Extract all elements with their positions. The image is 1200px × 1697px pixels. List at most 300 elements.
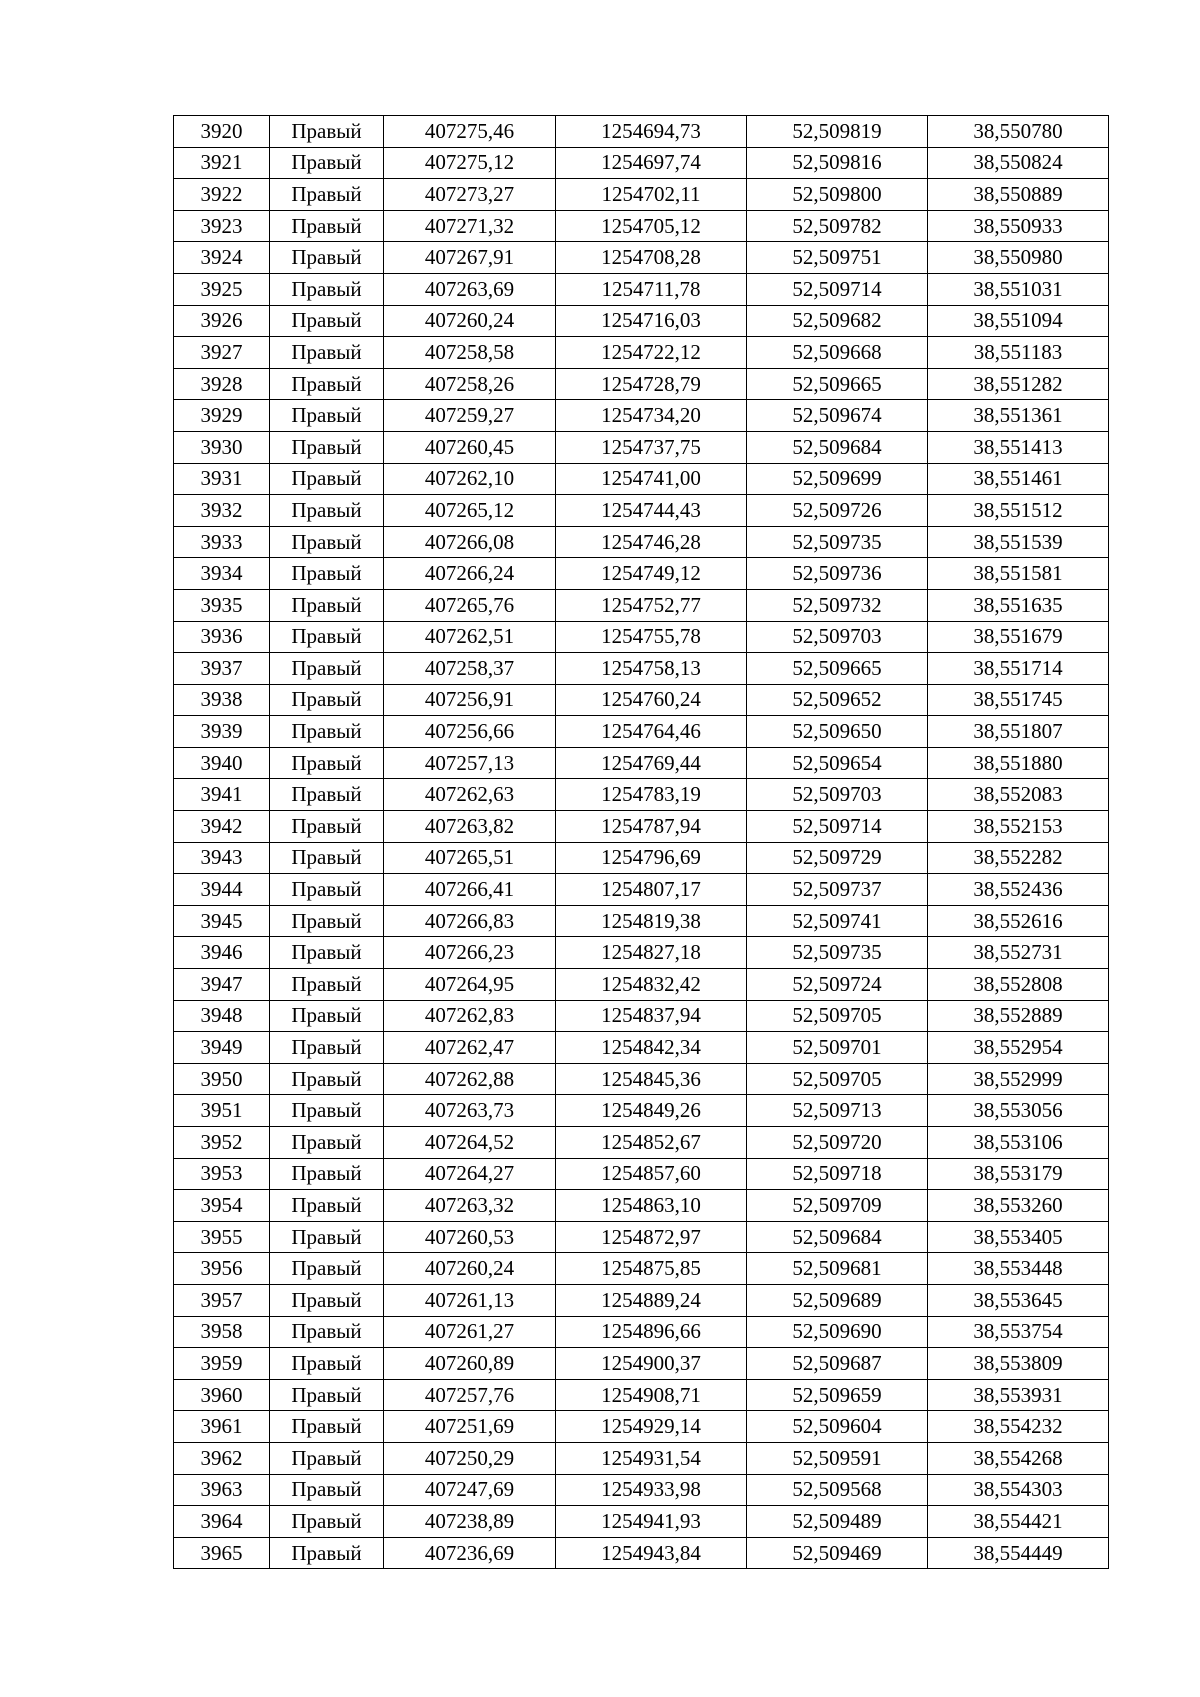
latitude-cell: 52,509705 <box>747 1063 928 1095</box>
x-coordinate-cell: 407262,47 <box>384 1032 556 1064</box>
longitude-cell: 38,552954 <box>928 1032 1109 1064</box>
y-coordinate-cell: 1254728,79 <box>556 368 747 400</box>
point-number-cell: 3965 <box>174 1537 270 1569</box>
longitude-cell: 38,550889 <box>928 179 1109 211</box>
x-coordinate-cell: 407251,69 <box>384 1411 556 1443</box>
table-row <box>174 558 1109 590</box>
point-number-cell: 3933 <box>174 526 270 558</box>
longitude-cell: 38,550824 <box>928 147 1109 179</box>
point-number-cell: 3959 <box>174 1348 270 1380</box>
table-row <box>174 1158 1109 1190</box>
latitude-cell: 52,509674 <box>747 400 928 432</box>
table-row <box>174 1348 1109 1380</box>
side-cell: Правый <box>270 1442 384 1474</box>
y-coordinate-cell: 1254697,74 <box>556 147 747 179</box>
side-cell: Правый <box>270 1063 384 1095</box>
latitude-cell: 52,509568 <box>747 1474 928 1506</box>
point-number-cell: 3930 <box>174 431 270 463</box>
y-coordinate-cell: 1254705,12 <box>556 210 747 242</box>
x-coordinate-cell: 407258,26 <box>384 368 556 400</box>
latitude-cell: 52,509684 <box>747 1221 928 1253</box>
point-number-cell: 3922 <box>174 179 270 211</box>
y-coordinate-cell: 1254760,24 <box>556 684 747 716</box>
longitude-cell: 38,554449 <box>928 1537 1109 1569</box>
table-row <box>174 116 1109 148</box>
longitude-cell: 38,553260 <box>928 1190 1109 1222</box>
longitude-cell: 38,552083 <box>928 779 1109 811</box>
side-cell: Правый <box>270 1032 384 1064</box>
latitude-cell: 52,509736 <box>747 558 928 590</box>
y-coordinate-cell: 1254852,67 <box>556 1127 747 1159</box>
side-cell: Правый <box>270 811 384 843</box>
side-cell: Правый <box>270 589 384 621</box>
longitude-cell: 38,552731 <box>928 937 1109 969</box>
longitude-cell: 38,552153 <box>928 811 1109 843</box>
point-number-cell: 3957 <box>174 1284 270 1316</box>
y-coordinate-cell: 1254837,94 <box>556 1000 747 1032</box>
y-coordinate-cell: 1254857,60 <box>556 1158 747 1190</box>
point-number-cell: 3934 <box>174 558 270 590</box>
side-cell: Правый <box>270 431 384 463</box>
table-row <box>174 1442 1109 1474</box>
point-number-cell: 3940 <box>174 747 270 779</box>
table-row <box>174 811 1109 843</box>
side-cell: Правый <box>270 1506 384 1538</box>
side-cell: Правый <box>270 179 384 211</box>
point-number-cell: 3932 <box>174 495 270 527</box>
side-cell: Правый <box>270 463 384 495</box>
latitude-cell: 52,509654 <box>747 747 928 779</box>
side-cell: Правый <box>270 1348 384 1380</box>
latitude-cell: 52,509703 <box>747 621 928 653</box>
longitude-cell: 38,553405 <box>928 1221 1109 1253</box>
y-coordinate-cell: 1254722,12 <box>556 337 747 369</box>
longitude-cell: 38,553754 <box>928 1316 1109 1348</box>
y-coordinate-cell: 1254933,98 <box>556 1474 747 1506</box>
x-coordinate-cell: 407266,23 <box>384 937 556 969</box>
point-number-cell: 3964 <box>174 1506 270 1538</box>
point-number-cell: 3929 <box>174 400 270 432</box>
side-cell: Правый <box>270 684 384 716</box>
point-number-cell: 3944 <box>174 874 270 906</box>
x-coordinate-cell: 407265,12 <box>384 495 556 527</box>
y-coordinate-cell: 1254752,77 <box>556 589 747 621</box>
side-cell: Правый <box>270 1000 384 1032</box>
x-coordinate-cell: 407264,95 <box>384 969 556 1001</box>
point-number-cell: 3963 <box>174 1474 270 1506</box>
longitude-cell: 38,551745 <box>928 684 1109 716</box>
latitude-cell: 52,509741 <box>747 905 928 937</box>
table-row <box>174 1063 1109 1095</box>
longitude-cell: 38,551635 <box>928 589 1109 621</box>
point-number-cell: 3942 <box>174 811 270 843</box>
side-cell: Правый <box>270 337 384 369</box>
y-coordinate-cell: 1254769,44 <box>556 747 747 779</box>
y-coordinate-cell: 1254832,42 <box>556 969 747 1001</box>
point-number-cell: 3954 <box>174 1190 270 1222</box>
latitude-cell: 52,509709 <box>747 1190 928 1222</box>
longitude-cell: 38,551461 <box>928 463 1109 495</box>
table-row <box>174 747 1109 779</box>
x-coordinate-cell: 407259,27 <box>384 400 556 432</box>
y-coordinate-cell: 1254716,03 <box>556 305 747 337</box>
table-row <box>174 1379 1109 1411</box>
y-coordinate-cell: 1254744,43 <box>556 495 747 527</box>
table-row <box>174 1127 1109 1159</box>
point-number-cell: 3928 <box>174 368 270 400</box>
coordinates-table-body <box>174 116 1109 1569</box>
side-cell: Правый <box>270 273 384 305</box>
latitude-cell: 52,509726 <box>747 495 928 527</box>
table-row <box>174 1537 1109 1569</box>
y-coordinate-cell: 1254764,46 <box>556 716 747 748</box>
latitude-cell: 52,509684 <box>747 431 928 463</box>
side-cell: Правый <box>270 242 384 274</box>
x-coordinate-cell: 407262,10 <box>384 463 556 495</box>
side-cell: Правый <box>270 969 384 1001</box>
side-cell: Правый <box>270 905 384 937</box>
longitude-cell: 38,551094 <box>928 305 1109 337</box>
latitude-cell: 52,509718 <box>747 1158 928 1190</box>
latitude-cell: 52,509800 <box>747 179 928 211</box>
point-number-cell: 3960 <box>174 1379 270 1411</box>
table-row <box>174 273 1109 305</box>
y-coordinate-cell: 1254941,93 <box>556 1506 747 1538</box>
longitude-cell: 38,550780 <box>928 116 1109 148</box>
table-row <box>174 1411 1109 1443</box>
y-coordinate-cell: 1254783,19 <box>556 779 747 811</box>
y-coordinate-cell: 1254842,34 <box>556 1032 747 1064</box>
x-coordinate-cell: 407258,37 <box>384 653 556 685</box>
x-coordinate-cell: 407263,73 <box>384 1095 556 1127</box>
point-number-cell: 3924 <box>174 242 270 274</box>
longitude-cell: 38,552616 <box>928 905 1109 937</box>
table-row <box>174 242 1109 274</box>
latitude-cell: 52,509703 <box>747 779 928 811</box>
y-coordinate-cell: 1254908,71 <box>556 1379 747 1411</box>
latitude-cell: 52,509724 <box>747 969 928 1001</box>
table-row <box>174 1095 1109 1127</box>
longitude-cell: 38,552436 <box>928 874 1109 906</box>
x-coordinate-cell: 407263,82 <box>384 811 556 843</box>
table-row <box>174 210 1109 242</box>
point-number-cell: 3920 <box>174 116 270 148</box>
longitude-cell: 38,551512 <box>928 495 1109 527</box>
table-row <box>174 337 1109 369</box>
latitude-cell: 52,509701 <box>747 1032 928 1064</box>
side-cell: Правый <box>270 1095 384 1127</box>
latitude-cell: 52,509665 <box>747 368 928 400</box>
y-coordinate-cell: 1254737,75 <box>556 431 747 463</box>
x-coordinate-cell: 407247,69 <box>384 1474 556 1506</box>
latitude-cell: 52,509737 <box>747 874 928 906</box>
latitude-cell: 52,509668 <box>747 337 928 369</box>
side-cell: Правый <box>270 716 384 748</box>
side-cell: Правый <box>270 621 384 653</box>
longitude-cell: 38,553179 <box>928 1158 1109 1190</box>
longitude-cell: 38,551581 <box>928 558 1109 590</box>
longitude-cell: 38,552282 <box>928 842 1109 874</box>
side-cell: Правый <box>270 305 384 337</box>
latitude-cell: 52,509714 <box>747 273 928 305</box>
table-row <box>174 653 1109 685</box>
point-number-cell: 3952 <box>174 1127 270 1159</box>
side-cell: Правый <box>270 210 384 242</box>
point-number-cell: 3953 <box>174 1158 270 1190</box>
x-coordinate-cell: 407275,46 <box>384 116 556 148</box>
side-cell: Правый <box>270 1284 384 1316</box>
point-number-cell: 3926 <box>174 305 270 337</box>
x-coordinate-cell: 407258,58 <box>384 337 556 369</box>
x-coordinate-cell: 407261,27 <box>384 1316 556 1348</box>
side-cell: Правый <box>270 937 384 969</box>
x-coordinate-cell: 407257,76 <box>384 1379 556 1411</box>
y-coordinate-cell: 1254787,94 <box>556 811 747 843</box>
y-coordinate-cell: 1254755,78 <box>556 621 747 653</box>
y-coordinate-cell: 1254943,84 <box>556 1537 747 1569</box>
x-coordinate-cell: 407263,69 <box>384 273 556 305</box>
latitude-cell: 52,509652 <box>747 684 928 716</box>
latitude-cell: 52,509665 <box>747 653 928 685</box>
longitude-cell: 38,551361 <box>928 400 1109 432</box>
x-coordinate-cell: 407264,52 <box>384 1127 556 1159</box>
table-row <box>174 495 1109 527</box>
latitude-cell: 52,509729 <box>747 842 928 874</box>
point-number-cell: 3962 <box>174 1442 270 1474</box>
side-cell: Правый <box>270 1379 384 1411</box>
table-row <box>174 1316 1109 1348</box>
point-number-cell: 3958 <box>174 1316 270 1348</box>
side-cell: Правый <box>270 368 384 400</box>
table-row <box>174 526 1109 558</box>
point-number-cell: 3936 <box>174 621 270 653</box>
side-cell: Правый <box>270 842 384 874</box>
table-row <box>174 589 1109 621</box>
point-number-cell: 3956 <box>174 1253 270 1285</box>
side-cell: Правый <box>270 1190 384 1222</box>
table-row <box>174 431 1109 463</box>
table-row <box>174 1474 1109 1506</box>
side-cell: Правый <box>270 526 384 558</box>
latitude-cell: 52,509782 <box>747 210 928 242</box>
y-coordinate-cell: 1254741,00 <box>556 463 747 495</box>
x-coordinate-cell: 407264,27 <box>384 1158 556 1190</box>
latitude-cell: 52,509682 <box>747 305 928 337</box>
latitude-cell: 52,509489 <box>747 1506 928 1538</box>
x-coordinate-cell: 407265,76 <box>384 589 556 621</box>
x-coordinate-cell: 407262,88 <box>384 1063 556 1095</box>
longitude-cell: 38,551679 <box>928 621 1109 653</box>
longitude-cell: 38,550980 <box>928 242 1109 274</box>
table-row <box>174 684 1109 716</box>
table-row <box>174 716 1109 748</box>
longitude-cell: 38,551807 <box>928 716 1109 748</box>
y-coordinate-cell: 1254694,73 <box>556 116 747 148</box>
x-coordinate-cell: 407236,69 <box>384 1537 556 1569</box>
table-row <box>174 179 1109 211</box>
y-coordinate-cell: 1254708,28 <box>556 242 747 274</box>
table-row <box>174 937 1109 969</box>
side-cell: Правый <box>270 653 384 685</box>
table-row <box>174 1190 1109 1222</box>
latitude-cell: 52,509469 <box>747 1537 928 1569</box>
point-number-cell: 3955 <box>174 1221 270 1253</box>
side-cell: Правый <box>270 1253 384 1285</box>
x-coordinate-cell: 407266,24 <box>384 558 556 590</box>
point-number-cell: 3945 <box>174 905 270 937</box>
x-coordinate-cell: 407261,13 <box>384 1284 556 1316</box>
side-cell: Правый <box>270 779 384 811</box>
longitude-cell: 38,551714 <box>928 653 1109 685</box>
x-coordinate-cell: 407275,12 <box>384 147 556 179</box>
longitude-cell: 38,553809 <box>928 1348 1109 1380</box>
side-cell: Правый <box>270 1316 384 1348</box>
latitude-cell: 52,509720 <box>747 1127 928 1159</box>
table-row <box>174 1032 1109 1064</box>
table-row <box>174 874 1109 906</box>
longitude-cell: 38,551183 <box>928 337 1109 369</box>
point-number-cell: 3961 <box>174 1411 270 1443</box>
x-coordinate-cell: 407267,91 <box>384 242 556 274</box>
table-row <box>174 147 1109 179</box>
latitude-cell: 52,509714 <box>747 811 928 843</box>
point-number-cell: 3947 <box>174 969 270 1001</box>
table-row <box>174 1506 1109 1538</box>
y-coordinate-cell: 1254845,36 <box>556 1063 747 1095</box>
point-number-cell: 3938 <box>174 684 270 716</box>
latitude-cell: 52,509604 <box>747 1411 928 1443</box>
point-number-cell: 3925 <box>174 273 270 305</box>
latitude-cell: 52,509732 <box>747 589 928 621</box>
table-row <box>174 905 1109 937</box>
y-coordinate-cell: 1254758,13 <box>556 653 747 685</box>
longitude-cell: 38,554268 <box>928 1442 1109 1474</box>
x-coordinate-cell: 407266,41 <box>384 874 556 906</box>
x-coordinate-cell: 407257,13 <box>384 747 556 779</box>
y-coordinate-cell: 1254734,20 <box>556 400 747 432</box>
x-coordinate-cell: 407262,83 <box>384 1000 556 1032</box>
x-coordinate-cell: 407256,66 <box>384 716 556 748</box>
x-coordinate-cell: 407265,51 <box>384 842 556 874</box>
latitude-cell: 52,509735 <box>747 937 928 969</box>
side-cell: Правый <box>270 747 384 779</box>
longitude-cell: 38,553106 <box>928 1127 1109 1159</box>
point-number-cell: 3946 <box>174 937 270 969</box>
latitude-cell: 52,509591 <box>747 1442 928 1474</box>
table-row <box>174 463 1109 495</box>
latitude-cell: 52,509681 <box>747 1253 928 1285</box>
longitude-cell: 38,550933 <box>928 210 1109 242</box>
y-coordinate-cell: 1254746,28 <box>556 526 747 558</box>
longitude-cell: 38,553448 <box>928 1253 1109 1285</box>
y-coordinate-cell: 1254711,78 <box>556 273 747 305</box>
y-coordinate-cell: 1254807,17 <box>556 874 747 906</box>
x-coordinate-cell: 407260,24 <box>384 305 556 337</box>
y-coordinate-cell: 1254872,97 <box>556 1221 747 1253</box>
x-coordinate-cell: 407250,29 <box>384 1442 556 1474</box>
x-coordinate-cell: 407260,89 <box>384 1348 556 1380</box>
point-number-cell: 3941 <box>174 779 270 811</box>
y-coordinate-cell: 1254863,10 <box>556 1190 747 1222</box>
table-row <box>174 368 1109 400</box>
table-row <box>174 969 1109 1001</box>
latitude-cell: 52,509687 <box>747 1348 928 1380</box>
table-row <box>174 1000 1109 1032</box>
side-cell: Правый <box>270 1474 384 1506</box>
point-number-cell: 3939 <box>174 716 270 748</box>
longitude-cell: 38,551539 <box>928 526 1109 558</box>
table-row <box>174 1253 1109 1285</box>
table-row <box>174 400 1109 432</box>
x-coordinate-cell: 407260,53 <box>384 1221 556 1253</box>
x-coordinate-cell: 407238,89 <box>384 1506 556 1538</box>
table-row <box>174 1221 1109 1253</box>
x-coordinate-cell: 407266,83 <box>384 905 556 937</box>
x-coordinate-cell: 407263,32 <box>384 1190 556 1222</box>
y-coordinate-cell: 1254819,38 <box>556 905 747 937</box>
y-coordinate-cell: 1254889,24 <box>556 1284 747 1316</box>
x-coordinate-cell: 407266,08 <box>384 526 556 558</box>
side-cell: Правый <box>270 116 384 148</box>
latitude-cell: 52,509690 <box>747 1316 928 1348</box>
table-row <box>174 1284 1109 1316</box>
x-coordinate-cell: 407262,51 <box>384 621 556 653</box>
longitude-cell: 38,551880 <box>928 747 1109 779</box>
latitude-cell: 52,509751 <box>747 242 928 274</box>
longitude-cell: 38,552999 <box>928 1063 1109 1095</box>
y-coordinate-cell: 1254749,12 <box>556 558 747 590</box>
y-coordinate-cell: 1254896,66 <box>556 1316 747 1348</box>
latitude-cell: 52,509699 <box>747 463 928 495</box>
longitude-cell: 38,551282 <box>928 368 1109 400</box>
point-number-cell: 3921 <box>174 147 270 179</box>
x-coordinate-cell: 407271,32 <box>384 210 556 242</box>
y-coordinate-cell: 1254929,14 <box>556 1411 747 1443</box>
point-number-cell: 3931 <box>174 463 270 495</box>
x-coordinate-cell: 407260,45 <box>384 431 556 463</box>
table-row <box>174 842 1109 874</box>
point-number-cell: 3951 <box>174 1095 270 1127</box>
side-cell: Правый <box>270 874 384 906</box>
point-number-cell: 3948 <box>174 1000 270 1032</box>
longitude-cell: 38,553931 <box>928 1379 1109 1411</box>
y-coordinate-cell: 1254900,37 <box>556 1348 747 1380</box>
latitude-cell: 52,509735 <box>747 526 928 558</box>
y-coordinate-cell: 1254827,18 <box>556 937 747 969</box>
side-cell: Правый <box>270 400 384 432</box>
side-cell: Правый <box>270 1537 384 1569</box>
point-number-cell: 3950 <box>174 1063 270 1095</box>
latitude-cell: 52,509816 <box>747 147 928 179</box>
latitude-cell: 52,509713 <box>747 1095 928 1127</box>
side-cell: Правый <box>270 558 384 590</box>
latitude-cell: 52,509650 <box>747 716 928 748</box>
table-row <box>174 305 1109 337</box>
longitude-cell: 38,551413 <box>928 431 1109 463</box>
table-row <box>174 779 1109 811</box>
longitude-cell: 38,553056 <box>928 1095 1109 1127</box>
y-coordinate-cell: 1254702,11 <box>556 179 747 211</box>
side-cell: Правый <box>270 1158 384 1190</box>
longitude-cell: 38,552889 <box>928 1000 1109 1032</box>
y-coordinate-cell: 1254796,69 <box>556 842 747 874</box>
point-number-cell: 3949 <box>174 1032 270 1064</box>
coordinates-table <box>173 115 1109 1569</box>
y-coordinate-cell: 1254931,54 <box>556 1442 747 1474</box>
point-number-cell: 3923 <box>174 210 270 242</box>
longitude-cell: 38,554303 <box>928 1474 1109 1506</box>
side-cell: Правый <box>270 1221 384 1253</box>
